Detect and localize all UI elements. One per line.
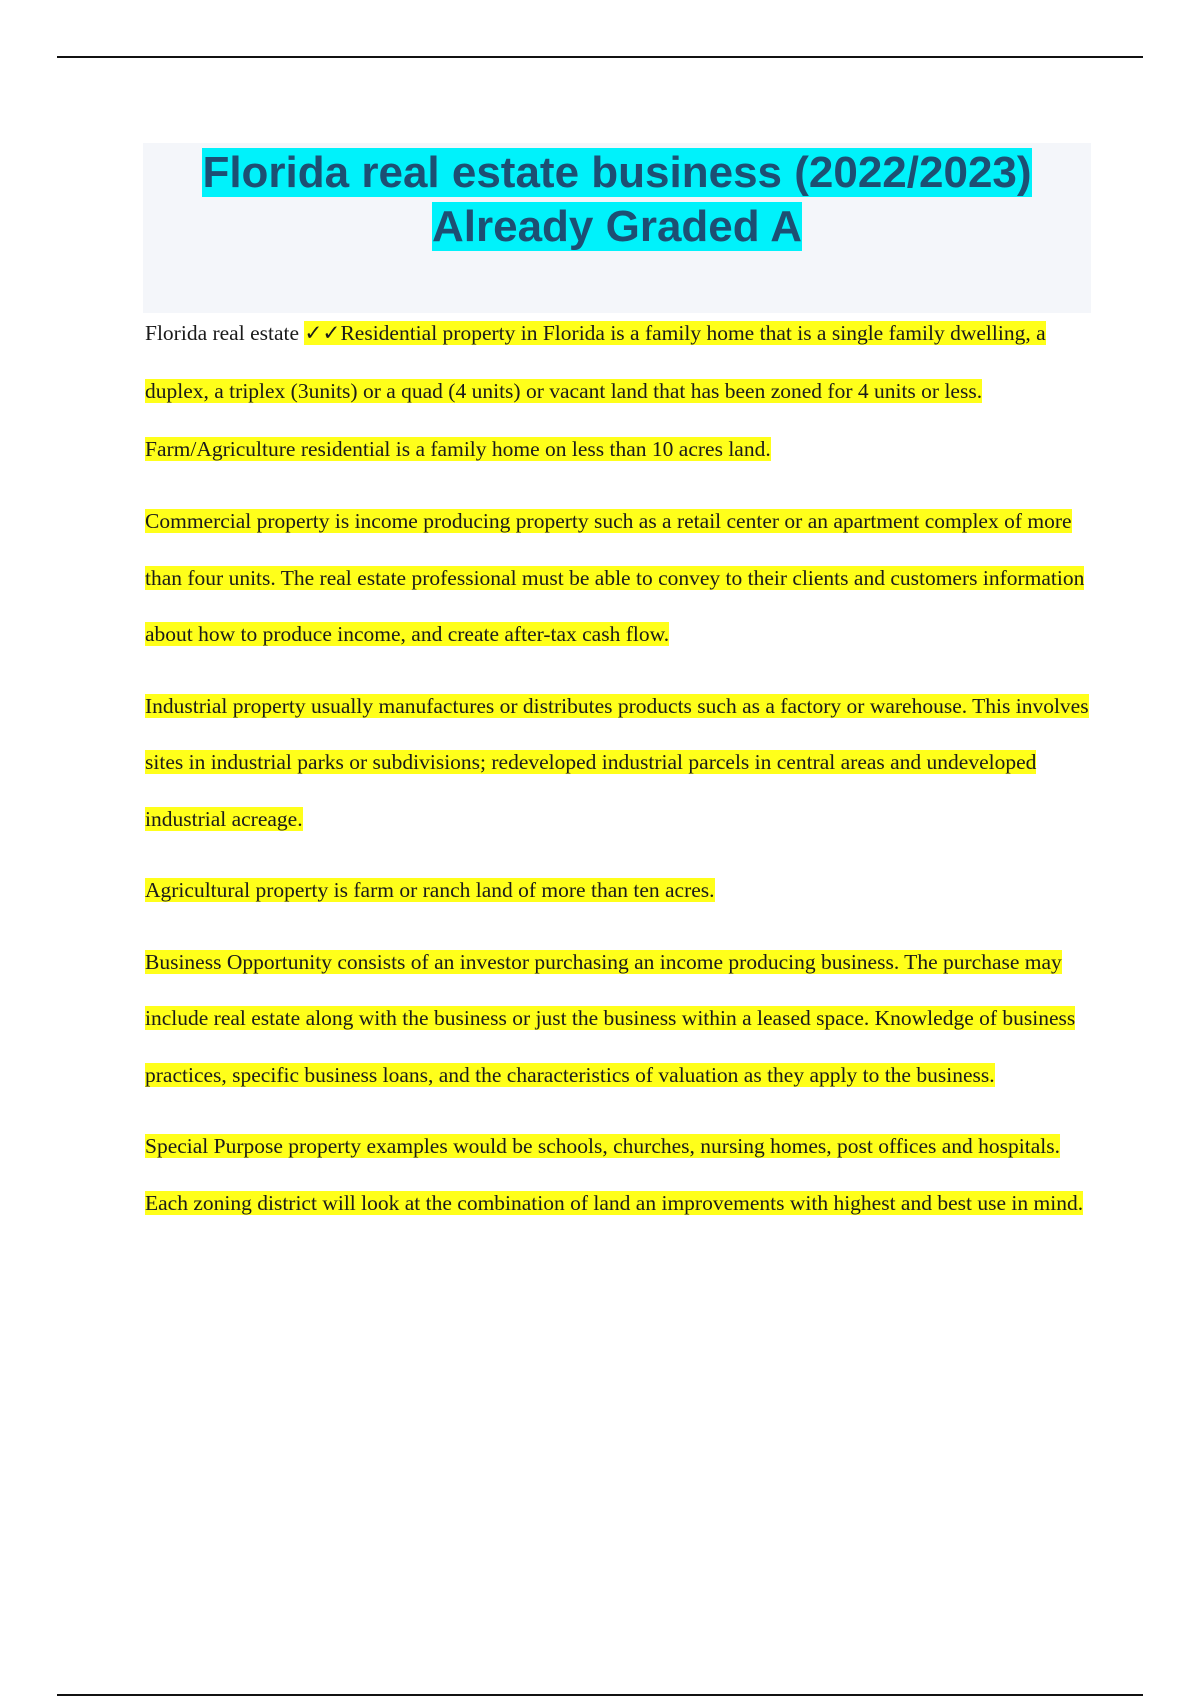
checkmark-icon: ✓✓	[304, 321, 341, 345]
paragraph-residential	[145, 304, 1100, 478]
paragraph-agricultural	[145, 862, 1100, 919]
paragraph-text: Agricultural property is farm or ranch land of more than ten acres.	[145, 878, 715, 902]
paragraph-lead: Florida real estate	[145, 321, 305, 345]
paragraph-text: Residential property in Florida is a family home that is a single family dwelling, a duplex, a triplex (3units) or a quad (4 units) or vacant land that has been zoned for 4 units or less. Farm/Agriculture residential is a family home on less than 10 acres land.	[145, 321, 1046, 461]
footer-rule	[57, 1694, 1143, 1696]
document-body	[145, 304, 1100, 1246]
title-line-1: Florida real estate business (2022/2023)	[202, 148, 1032, 197]
paragraph-special-purpose	[145, 1118, 1100, 1231]
header-rule	[57, 56, 1143, 58]
paragraph-text: Business Opportunity consists of an investor purchasing an income producing business. The purchase may include real estate along with the business or just the business within a leased space. Knowledge of business practices, specific business loans, and the characteristics of valuation as they apply to the business.	[145, 949, 1076, 1087]
paragraph-text: Industrial property usually manufactures or distributes products such as a factory or warehouse. This involves sites in industrial parks or subdivisions; redeveloped industrial parcels in central areas and undeveloped industrial acreage.	[145, 693, 1089, 831]
paragraph-text: Commercial property is income producing property such as a retail center or an apartment complex of more than four units. The real estate professional must be able to convey to their clients and customers information about how to produce income, and create after-tax cash flow.	[145, 509, 1085, 646]
paragraph-industrial	[145, 678, 1100, 848]
paragraph-business-opportunity	[145, 934, 1100, 1104]
title-line-2: Already Graded A	[431, 202, 803, 251]
paragraph-text: Special Purpose property examples would be schools, churches, nursing homes, post offices and hospitals. Each zoning district will look at the combination of land an improvements with highest and best use in mind.	[145, 1134, 1084, 1215]
paragraph-commercial	[145, 493, 1100, 663]
document-title	[143, 146, 1091, 254]
